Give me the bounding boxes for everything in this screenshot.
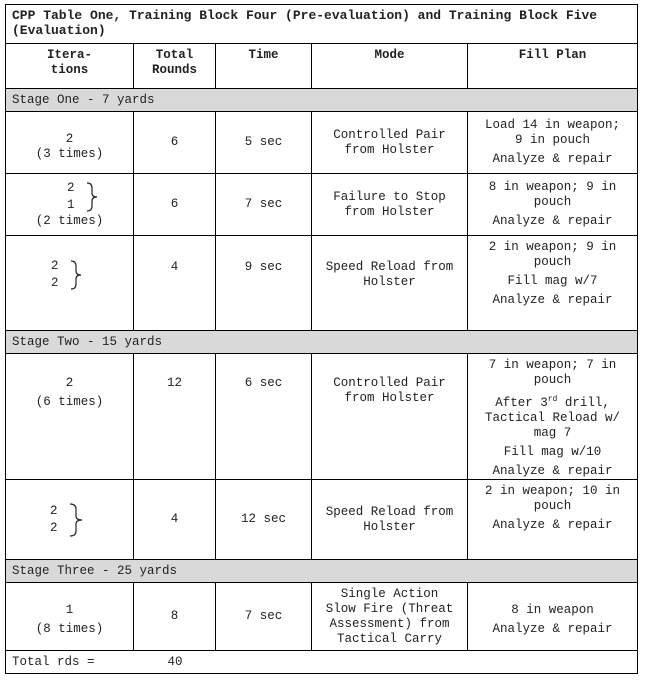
mode-line: Holster: [363, 275, 416, 289]
rounds-cell: 6: [134, 174, 216, 236]
brace-group: [50, 503, 83, 537]
time-cell: 7 sec: [216, 583, 312, 651]
mode-line: Assessment) from: [329, 616, 450, 631]
rounds-cell: 8: [134, 583, 216, 651]
curly-brace-icon: [69, 503, 83, 537]
iterations-repeat: (8 times): [35, 621, 104, 636]
brace-group: [67, 180, 98, 214]
fill-ordinal: rd: [547, 395, 558, 404]
fill-line: Fill mag w/7: [507, 274, 598, 288]
rounds-cell: 4: [134, 480, 216, 560]
fill-plan-cell: [468, 354, 638, 480]
time-cell: 5 sec: [216, 112, 312, 174]
header-iterations: [6, 44, 134, 89]
table-row: [6, 174, 638, 236]
fill-plan-cell: [468, 236, 638, 331]
rounds-cell: 12: [134, 354, 216, 480]
fill-line: pouch: [533, 195, 572, 209]
fill-line: 2 in weapon; 9 in: [488, 240, 617, 254]
mode-line: Tactical Carry: [336, 631, 443, 646]
total-value: [134, 651, 638, 674]
mode-line: from Holster: [344, 204, 435, 219]
header-iterations-line2: tions: [50, 63, 89, 77]
fill-line: 8 in weapon: [511, 602, 594, 617]
fill-line: pouch: [533, 373, 572, 387]
fill-plan-cell: [468, 174, 638, 236]
fill-plan-cell: [468, 112, 638, 174]
iterations-repeat: (3 times): [35, 146, 104, 161]
title-row: [6, 5, 638, 44]
curly-brace-icon: [70, 260, 82, 290]
time-cell: 9 sec: [216, 236, 312, 331]
mode-cell: [312, 112, 468, 174]
table-row: [6, 583, 638, 651]
fill-plan-cell: [468, 480, 638, 560]
brace-bottom-number: 1: [66, 198, 75, 212]
fill-line: Load 14 in weapon;: [485, 118, 621, 132]
training-table: [5, 4, 638, 674]
mode-line: Slow Fire (Threat: [325, 601, 454, 616]
time-cell: 6 sec: [216, 354, 312, 480]
iterations-cell: [6, 112, 134, 174]
stage-one-row: [6, 89, 638, 112]
iterations-cell: [6, 480, 134, 560]
header-iterations-line1: Itera-: [46, 48, 92, 62]
header-mode: Mode: [312, 44, 468, 89]
fill-line: Analyze & repair: [492, 152, 613, 166]
fill-line: mag 7: [533, 426, 572, 441]
rounds-cell: 6: [134, 112, 216, 174]
curly-brace-icon: [86, 182, 98, 212]
mode-cell: [312, 583, 468, 651]
total-label: Total rds =: [6, 651, 134, 674]
brace-group: [51, 258, 82, 292]
fill-line: Analyze & repair: [492, 518, 613, 533]
mode-cell: [312, 174, 468, 236]
mode-line: Speed Reload from: [325, 504, 454, 519]
iterations-count: 1: [65, 602, 74, 617]
header-total-rounds-line2: Rounds: [151, 63, 197, 77]
iterations-cell: [6, 236, 134, 331]
header-time: Time: [216, 44, 312, 89]
fill-line: pouch: [533, 499, 572, 514]
total-value-text: 40: [167, 654, 183, 669]
stage-two-row: [6, 331, 638, 354]
fill-line: Fill mag w/10: [503, 445, 602, 460]
fill-plan-cell: [468, 583, 638, 651]
iterations-repeat: (6 times): [35, 395, 104, 409]
iterations-cell: [6, 354, 134, 480]
time-cell: 12 sec: [216, 480, 312, 560]
mode-line: from Holster: [344, 142, 435, 157]
fill-line: Analyze & repair: [492, 214, 613, 228]
brace-bottom-number: 2: [50, 276, 59, 290]
fill-line: 7 in weapon; 7 in: [488, 358, 617, 372]
fill-line: 9 in pouch: [515, 133, 591, 147]
table-row: [6, 112, 638, 174]
header-row: [6, 44, 638, 89]
brace-top-number: 2: [66, 181, 75, 195]
iterations-count: 2: [65, 131, 74, 146]
fill-line: pouch: [533, 255, 572, 269]
brace-top-number: 2: [49, 503, 58, 518]
fill-text: drill,: [557, 396, 610, 411]
table-row: [6, 354, 638, 480]
mode-line: Holster: [363, 519, 416, 534]
mode-cell: [312, 480, 468, 560]
fill-line: Tactical Reload w/: [485, 411, 621, 426]
iterations-cell: [6, 174, 134, 236]
header-total-rounds-line1: Total: [155, 48, 194, 62]
fill-line: [472, 392, 633, 411]
fill-line: Analyze & repair: [492, 621, 613, 636]
fill-line: Analyze & repair: [492, 293, 613, 307]
table-row: [6, 480, 638, 560]
table-title: CPP Table One, Training Block Four (Pre-evaluation) and Training Block Five (Evaluation): [6, 5, 638, 44]
mode-line: Controlled Pair: [333, 376, 446, 390]
rounds-cell: 4: [134, 236, 216, 331]
stage-label: Stage Three - 25 yards: [6, 560, 638, 583]
stage-label: Stage Two - 15 yards: [6, 331, 638, 354]
iterations-repeat: (2 times): [35, 214, 104, 228]
fill-text: After 3: [495, 396, 548, 411]
time-cell: 7 sec: [216, 174, 312, 236]
stage-three-row: [6, 560, 638, 583]
mode-cell: [312, 354, 468, 480]
stage-label: Stage One - 7 yards: [6, 89, 638, 112]
brace-bottom-number: 2: [49, 520, 58, 535]
iterations-cell: [6, 583, 134, 651]
training-table-frame: [5, 4, 637, 678]
mode-line: from Holster: [344, 391, 435, 405]
mode-line: Failure to Stop: [333, 189, 446, 204]
iterations-count: 2: [65, 376, 74, 390]
mode-line: Speed Reload from: [325, 260, 454, 274]
brace-top-number: 2: [50, 259, 59, 273]
total-row: [6, 651, 638, 674]
mode-line: Single Action: [340, 586, 439, 601]
mode-cell: [312, 236, 468, 331]
fill-line: 8 in weapon; 9 in: [488, 180, 617, 194]
mode-line: Controlled Pair: [333, 127, 446, 142]
header-total-rounds: [134, 44, 216, 89]
header-fill-plan: Fill Plan: [468, 44, 638, 89]
fill-line: 2 in weapon; 10 in: [485, 484, 621, 499]
table-row: [6, 236, 638, 331]
fill-line: Analyze & repair: [492, 464, 613, 479]
